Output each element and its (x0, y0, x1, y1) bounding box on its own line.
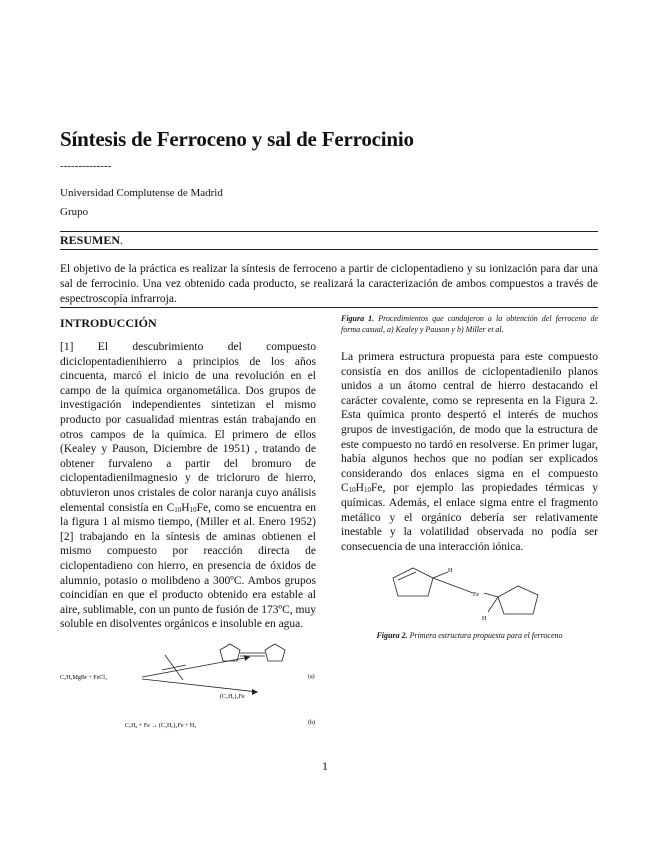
cp-ring-right (498, 586, 538, 614)
bond-h1 (433, 572, 448, 578)
atom-fe: Fe (473, 592, 479, 598)
figure1-caption: Figura 1. Procedimientos que condujeron a la obtención del ferroceno de forma casual, a) Kealey y Pauson y b) Miller et al. (341, 314, 599, 334)
introduction-body: [1] El descubrimiento del compuesto diciclopentadienihierro a principios de los años cincuenta, marcó el inicio de una revolución en el campo de la química organometálica. Dos grupos de investigación independientes sintetizan el mismo producto por casualidad mientras están trabajando en otros campos de la química. El primero de ellos (Kealey y Pauson, Diciembre de 1951) , tratando de obtener furvaleno a partir del bromuro de ciclopentadienilmagnesio y de tricloruro de hierro, obtuvieron unos cristales de color naranja cuyo análisis elemental consistía en $C_{10}H_{10}Fe$, como se encuentra en la figura 1 al mismo tiempo, (Miller et al. Enero 1952) [2] trabajando en la síntesis de aminas obtienen el mismo compuesto por reacción directa de ciclopentadieno con hierro, en presencia de óxidos de alumnio, potasio o molibdeno a 300ºC. Ambos grupos coincidían en que el producto obtenido era estable al aire, sublimable, con un punto de fusión de 173ºC, muy soluble en disolventes orgánicos e insoluble en agua. (60, 341, 316, 631)
sigma-bond-right (484, 593, 498, 597)
arrow-head-ferrocene (252, 689, 258, 695)
right-body: La primera estructura propuesta para este compuesto consistía en dos anillos de ciclopentadienilo planos unidos a un átomo central de hierro destacando el carácter covalente, como se representa en la Figura 2. Esta química pronto despertó el interés de muchos grupos de investigación, de modo que la estructura de este compuesto no tardó en resolverse. En primer lugar, había algunos hechos que no podían ser explicados considerando dos enlaces sigma en el compuesto $C_{10}H_{10}Fe$, por ejemplo las propiedades térmicas y químicas. Además, el enlace sigma entre el fragmento metálico y el orgánico debería ser relativamente inestable y la volatilidad observada no podía ser consecuencia de una interacción iónica. (341, 351, 598, 553)
resumen-heading: RESUMEN. (60, 233, 124, 247)
arrow-to-fulvalene (142, 657, 250, 677)
arrow-to-ferrocene (142, 679, 258, 692)
paper-title: Síntesis de Ferroceno y sal de Ferrocinio (60, 127, 414, 151)
section-rule (60, 307, 598, 308)
author-placeholder: -------------- (60, 160, 112, 172)
double-bond-left (398, 572, 416, 580)
atom-h2: H (482, 616, 487, 622)
affiliation (60, 184, 223, 222)
page-number: 1 (322, 759, 328, 773)
scheme-product-a: (C₅H₅)₂Fe (220, 694, 245, 700)
figure2-caption: Figura 2. Primera estructura propuesta para el ferroceno (376, 631, 563, 640)
top-rule (60, 231, 598, 232)
resumen-rule (60, 249, 598, 250)
figure2-structure (388, 560, 563, 622)
fulvalene-structure (220, 644, 285, 661)
abstract-text: El objetivo de la práctica es realizar la síntesis de ferroceno a partir de ciclopentadieno y su ionización para dar una sal de ferrocinio. Una vez obtenido cada producto, se realizará la caracterización de ambos compuestos a través de espectroscopía infrarroja. (60, 263, 598, 305)
label-b: (b) (308, 720, 315, 726)
bond-h2 (488, 597, 498, 612)
scheme-reactant: C₅H₅MgBr + FeCl₃ (60, 675, 107, 681)
affiliation-group: Grupo (60, 206, 89, 218)
introduction-heading: INTRODUCCIÓN (60, 316, 157, 330)
figure1-scheme (60, 640, 330, 735)
scheme-reaction-b: C₅H₆ + Fe → (C₅H₅)₂Fe + H₂ (125, 723, 197, 729)
atom-h1: H (448, 568, 453, 574)
label-a: (a) (308, 674, 315, 680)
affiliation-university: Universidad Complutense de Madrid (60, 187, 223, 199)
cp-ring-left (393, 568, 433, 596)
sigma-bond-left (433, 578, 473, 593)
